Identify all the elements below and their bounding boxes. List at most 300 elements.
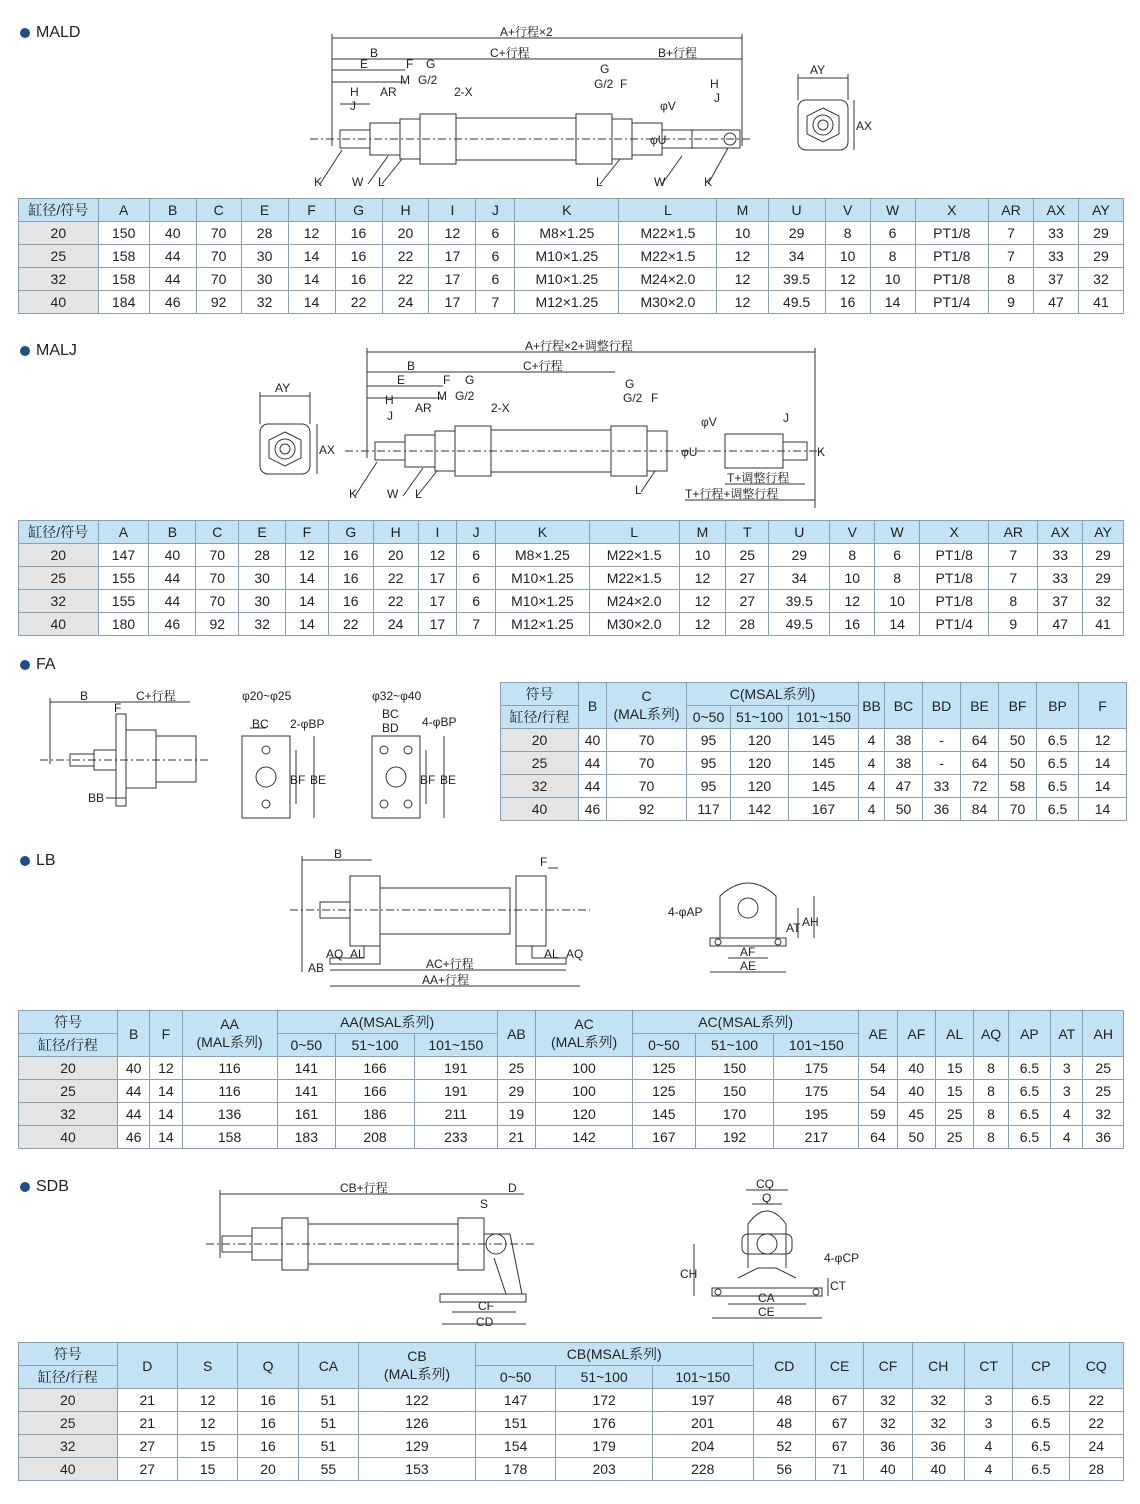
table-header-cell: E	[239, 521, 286, 544]
table-cell: 10	[679, 544, 726, 567]
table-header-cell: H	[382, 199, 429, 222]
table-header-cell: 符号	[19, 1011, 118, 1034]
table-cell: 6.5	[1037, 775, 1079, 798]
table-cell: 150	[695, 1057, 774, 1080]
table-cell: 46	[149, 291, 196, 314]
dim-label: CB+行程	[340, 1181, 388, 1195]
table-cell: 17	[429, 245, 476, 268]
table-cell: 16	[238, 1412, 298, 1435]
table-cell: 147	[475, 1389, 556, 1412]
table-cell: 204	[652, 1435, 753, 1458]
table-cell: M30×2.0	[619, 291, 717, 314]
dim-label: T+调整行程	[727, 471, 790, 485]
table-cell: 125	[633, 1057, 696, 1080]
table-cell: 6	[457, 567, 496, 590]
table-cell: 12	[717, 268, 768, 291]
table-cell: 12	[1079, 729, 1127, 752]
table-row	[19, 544, 1124, 567]
table-header-cell: CE	[815, 1343, 863, 1389]
table-cell: 21	[117, 1389, 177, 1412]
dim-label: A+行程×2+调整行程	[525, 339, 633, 353]
table-cell: 6.5	[1008, 1080, 1050, 1103]
table-cell: 10	[875, 590, 920, 613]
table-cell: 55	[298, 1458, 358, 1481]
table-header-cell: 缸径/行程	[19, 1366, 118, 1389]
table-cell: 32	[19, 1103, 118, 1126]
table-cell: 34	[768, 245, 825, 268]
table-cell: 6.5	[1013, 1435, 1069, 1458]
table-cell: 64	[961, 752, 999, 775]
table-cell: 16	[328, 590, 373, 613]
table-header-cell: AA (MAL系列)	[182, 1011, 277, 1057]
table-cell: 16	[238, 1435, 298, 1458]
table-header-cell: C	[196, 521, 239, 544]
table-cell: 145	[789, 729, 859, 752]
malj-side-drawing	[345, 338, 835, 510]
table-cell: 92	[196, 291, 241, 314]
table-header-cell: 缸径/行程	[501, 706, 579, 729]
table-cell: M24×2.0	[589, 590, 679, 613]
table-row	[19, 291, 1124, 314]
table-cell: 14	[286, 613, 329, 636]
section-title-sdb	[20, 1178, 69, 1196]
table-cell: 44	[149, 590, 196, 613]
table-cell: 12	[286, 544, 329, 567]
section-title-malj	[20, 342, 77, 360]
table-cell: 70	[196, 222, 241, 245]
dim-label: E	[397, 373, 406, 387]
table-cell: 6.5	[1037, 729, 1079, 752]
table-header-cell: F	[288, 199, 335, 222]
table-header-cell: C (MAL系列)	[607, 683, 687, 729]
dim-label: G	[465, 373, 475, 387]
table-cell: 17	[429, 291, 476, 314]
table-cell: 16	[335, 222, 382, 245]
table-cell: 22	[382, 245, 429, 268]
table-cell: 32	[19, 590, 99, 613]
dim-label: AH	[802, 915, 819, 929]
table-cell: 217	[774, 1126, 859, 1149]
table-cell: 14	[288, 291, 335, 314]
table-cell: M8×1.25	[515, 222, 619, 245]
table-cell: 4	[1051, 1126, 1083, 1149]
dim-label: φU	[650, 133, 667, 147]
table-cell: 166	[336, 1057, 415, 1080]
table-header-cell: B	[117, 1011, 149, 1057]
table-cell: 40	[19, 1126, 118, 1149]
table-cell: 3	[1051, 1057, 1083, 1080]
table-cell: 39.5	[768, 268, 825, 291]
dim-label: F	[540, 855, 548, 869]
table-cell: 158	[182, 1126, 277, 1149]
table-cell: M8×1.25	[496, 544, 590, 567]
table-cell: M10×1.25	[515, 268, 619, 291]
table-cell: 228	[652, 1458, 753, 1481]
table-row	[19, 245, 1124, 268]
dim-label: AR	[380, 85, 397, 99]
table-cell: 8	[974, 1126, 1008, 1149]
table-row	[19, 1435, 1124, 1458]
table-cell: 37	[1033, 268, 1078, 291]
dim-label: CT	[830, 1279, 846, 1293]
table-header-cell: 缸径/符号	[19, 199, 99, 222]
table-cell: 155	[98, 590, 149, 613]
table-cell: 22	[335, 291, 382, 314]
table-cell: 40	[579, 729, 607, 752]
dim-label: CH	[680, 1267, 698, 1281]
table-cell: 92	[196, 613, 239, 636]
table-cell: 184	[98, 291, 149, 314]
table-cell: 29	[768, 222, 825, 245]
table-cell: 8	[989, 268, 1034, 291]
table-header-cell: L	[619, 199, 717, 222]
table-header-cell: F	[286, 521, 329, 544]
table-cell: 25	[936, 1126, 974, 1149]
table-header-cell: M	[679, 521, 726, 544]
table-cell: 20	[238, 1458, 298, 1481]
table-header-cell: BF	[999, 683, 1037, 729]
table-cell: 32	[1078, 268, 1123, 291]
table-header-cell: AP	[1008, 1011, 1050, 1057]
dim-label: H	[385, 393, 394, 407]
table-cell: M12×1.25	[515, 291, 619, 314]
table-header-cell: U	[769, 521, 830, 544]
table-cell: 126	[359, 1412, 476, 1435]
table-header-cell: 101~150	[774, 1034, 859, 1057]
table-header-row	[19, 1343, 1124, 1366]
table-cell: 6.5	[1008, 1103, 1050, 1126]
table-cell: 116	[182, 1057, 277, 1080]
table-cell: 154	[475, 1435, 556, 1458]
table-cell: 29	[497, 1080, 535, 1103]
bullet-icon	[20, 28, 30, 38]
table-cell: 16	[328, 567, 373, 590]
table-cell: 9	[989, 613, 1038, 636]
table-header-cell: F	[1079, 683, 1127, 729]
table-cell: 67	[815, 1435, 863, 1458]
table-cell: 120	[731, 775, 789, 798]
lb-end-view	[668, 876, 828, 976]
table-cell: 14	[288, 268, 335, 291]
table-cell: 70	[196, 245, 241, 268]
sdb-spec-table	[18, 1342, 1124, 1481]
table-cell: 14	[286, 567, 329, 590]
table-cell: 120	[731, 752, 789, 775]
table-cell: 150	[695, 1080, 774, 1103]
table-header-row	[19, 1011, 1124, 1034]
dim-label: H	[350, 85, 359, 99]
table-cell: 136	[182, 1103, 277, 1126]
table-cell: 122	[359, 1389, 476, 1412]
table-cell: 15	[177, 1435, 237, 1458]
table-cell: 95	[687, 775, 731, 798]
table-header-cell: 0~50	[475, 1366, 556, 1389]
table-cell: 20	[19, 1057, 118, 1080]
dim-label: G	[426, 57, 436, 71]
table-header-cell: F	[150, 1011, 182, 1057]
table-cell: 32	[1083, 1103, 1124, 1126]
table-cell: 14	[150, 1126, 182, 1149]
table-cell: 4	[859, 729, 885, 752]
table-header-cell: V	[830, 521, 875, 544]
table-row	[19, 590, 1124, 613]
table-header-cell: G	[335, 199, 382, 222]
dim-label: 4-φCP	[824, 1251, 860, 1265]
table-cell: 141	[277, 1080, 336, 1103]
table-cell: 52	[753, 1435, 815, 1458]
table-cell: 24	[382, 291, 429, 314]
table-header-cell: S	[177, 1343, 237, 1389]
table-header-cell: BD	[923, 683, 961, 729]
table-cell: 34	[769, 567, 830, 590]
table-cell: 6.5	[1013, 1458, 1069, 1481]
table-cell: 211	[414, 1103, 497, 1126]
table-header-cell: AB	[497, 1011, 535, 1057]
table-cell: 208	[336, 1126, 415, 1149]
dim-label: AQ	[326, 947, 344, 961]
table-cell: 70	[196, 590, 239, 613]
dim-label: G	[625, 377, 635, 391]
fa-flange-small	[236, 684, 346, 820]
table-cell: 147	[98, 544, 149, 567]
table-header-cell: 缸径/符号	[19, 521, 99, 544]
table-cell: 45	[897, 1103, 935, 1126]
table-cell: 44	[149, 268, 196, 291]
table-cell: 8	[830, 544, 875, 567]
table-header-cell: 符号	[501, 683, 579, 706]
table-cell: 129	[359, 1435, 476, 1458]
table-header-cell: G	[328, 521, 373, 544]
table-cell: 22	[328, 613, 373, 636]
table-row	[19, 1126, 1124, 1149]
table-header-cell: V	[825, 199, 870, 222]
section-title-text: LB	[36, 852, 56, 869]
table-cell: 10	[825, 245, 870, 268]
dim-label: CA	[758, 1291, 775, 1305]
table-cell: 192	[695, 1126, 774, 1149]
table-header-cell: 0~50	[633, 1034, 696, 1057]
table-cell: 44	[579, 775, 607, 798]
table-cell: 145	[789, 775, 859, 798]
table-cell: 40	[149, 222, 196, 245]
table-cell: 46	[117, 1126, 149, 1149]
table-cell: 29	[1078, 222, 1123, 245]
table-header-cell: I	[429, 199, 476, 222]
dim-label: AQ	[566, 947, 584, 961]
table-header-cell: C	[196, 199, 241, 222]
table-cell: 27	[117, 1435, 177, 1458]
section-title-text: FA	[36, 656, 56, 673]
sdb-end-view	[678, 1178, 878, 1330]
table-cell: 117	[687, 798, 731, 821]
table-cell: 10	[830, 567, 875, 590]
dim-label: K	[349, 487, 358, 501]
table-cell: 12	[429, 222, 476, 245]
table-cell: 233	[414, 1126, 497, 1149]
table-header-cell: AY	[1078, 199, 1123, 222]
table-header-cell: AC(MSAL系列)	[633, 1011, 859, 1034]
table-header-cell: B	[579, 683, 607, 729]
dim-label: C+行程	[523, 359, 563, 373]
table-cell: 12	[679, 567, 726, 590]
table-cell: 44	[149, 567, 196, 590]
table-header-cell: K	[515, 199, 619, 222]
table-header-cell: H	[373, 521, 418, 544]
table-cell: -	[923, 729, 961, 752]
table-cell: 70	[607, 775, 687, 798]
table-cell: 176	[556, 1412, 653, 1435]
table-cell: 151	[475, 1412, 556, 1435]
table-cell: 29	[1078, 245, 1123, 268]
table-cell: 153	[359, 1458, 476, 1481]
malj-spec-table	[18, 520, 1124, 636]
table-cell: 29	[769, 544, 830, 567]
fa-flange-large	[366, 684, 476, 820]
dim-label: 4-φBP	[422, 715, 457, 729]
table-cell: 46	[579, 798, 607, 821]
table-row	[19, 1057, 1124, 1080]
table-header-cell: Q	[238, 1343, 298, 1389]
table-cell: 178	[475, 1458, 556, 1481]
table-header-cell: 51~100	[336, 1034, 415, 1057]
table-cell: 25	[1083, 1057, 1124, 1080]
table-cell: 41	[1083, 613, 1124, 636]
dim-label: 2-φBP	[290, 717, 325, 731]
table-cell: 158	[98, 245, 149, 268]
table-cell: 17	[429, 268, 476, 291]
dim-label: G/2	[418, 73, 438, 87]
table-header-row	[501, 683, 1127, 706]
table-cell: 195	[774, 1103, 859, 1126]
table-cell: 14	[150, 1080, 182, 1103]
table-cell: 12	[177, 1412, 237, 1435]
dim-label: B	[334, 847, 343, 861]
table-cell: 3	[964, 1412, 1012, 1435]
table-cell: 40	[501, 798, 579, 821]
table-cell: M22×1.5	[589, 544, 679, 567]
table-cell: 6.5	[1037, 752, 1079, 775]
table-cell: 9	[989, 291, 1034, 314]
mald-spec-table	[18, 198, 1124, 314]
table-cell: 47	[885, 775, 923, 798]
table-cell: 29	[1083, 544, 1124, 567]
dim-label: BB	[88, 791, 105, 805]
table-cell: 17	[418, 613, 457, 636]
table-cell: 161	[277, 1103, 336, 1126]
table-cell: 191	[414, 1080, 497, 1103]
dim-label: CE	[758, 1305, 775, 1319]
table-cell: 142	[731, 798, 789, 821]
section-title-text: SDB	[36, 1178, 69, 1195]
table-cell: 22	[382, 268, 429, 291]
table-cell: 3	[1051, 1080, 1083, 1103]
table-row	[19, 1458, 1124, 1481]
table-header-cell: BP	[1037, 683, 1079, 729]
table-cell: 14	[870, 291, 915, 314]
table-cell: 50	[999, 752, 1037, 775]
dim-label: B+行程	[658, 46, 698, 60]
table-cell: 15	[936, 1080, 974, 1103]
table-cell: 125	[633, 1080, 696, 1103]
table-cell: 20	[382, 222, 429, 245]
table-cell: 7	[989, 567, 1038, 590]
dim-label: AT	[786, 921, 801, 935]
table-header-cell: AH	[1083, 1011, 1124, 1057]
table-cell: 150	[98, 222, 149, 245]
table-cell: 40	[897, 1080, 935, 1103]
section-title-text: MALD	[36, 24, 81, 41]
table-cell: 4	[859, 752, 885, 775]
dim-label: AL	[350, 947, 365, 961]
table-cell: 50	[885, 798, 923, 821]
dim-label: AE	[740, 959, 757, 973]
dim-label: T+行程+调整行程	[685, 487, 779, 501]
table-cell: PT1/4	[915, 291, 989, 314]
table-cell: 25	[1083, 1080, 1124, 1103]
table-cell: 167	[633, 1126, 696, 1149]
dim-label: CD	[476, 1315, 494, 1329]
table-cell: PT1/8	[920, 590, 989, 613]
dim-label: K	[704, 175, 713, 189]
dim-label: L	[635, 483, 642, 497]
dim-label: φV	[660, 99, 676, 113]
table-cell: 20	[19, 1389, 118, 1412]
table-cell: 14	[288, 245, 335, 268]
table-cell: 50	[897, 1126, 935, 1149]
mald-side-drawing	[310, 26, 760, 196]
dim-label: 2-X	[491, 401, 510, 415]
table-cell: 158	[98, 268, 149, 291]
table-cell: 25	[501, 752, 579, 775]
table-cell: 4	[859, 775, 885, 798]
table-header-cell: B	[149, 199, 196, 222]
table-header-cell: CF	[864, 1343, 912, 1389]
dim-label: J	[387, 409, 393, 423]
dim-label: AX	[856, 119, 873, 133]
table-row	[19, 1412, 1124, 1435]
table-cell: 50	[999, 729, 1037, 752]
table-cell: 12	[288, 222, 335, 245]
dim-label: G	[600, 62, 610, 76]
table-cell: 28	[726, 613, 769, 636]
table-cell: 12	[830, 590, 875, 613]
table-cell: 6.5	[1008, 1126, 1050, 1149]
table-cell: 6	[476, 222, 515, 245]
table-cell: 203	[556, 1458, 653, 1481]
table-cell: 46	[149, 613, 196, 636]
table-cell: 16	[335, 268, 382, 291]
table-cell: 70	[607, 752, 687, 775]
table-header-cell: AL	[936, 1011, 974, 1057]
table-cell: 27	[726, 567, 769, 590]
table-cell: 6	[457, 590, 496, 613]
table-cell: 44	[117, 1103, 149, 1126]
table-header-cell: C(MSAL系列)	[687, 683, 859, 706]
table-cell: 145	[633, 1103, 696, 1126]
dim-label: G/2	[623, 391, 643, 405]
table-cell: 6	[875, 544, 920, 567]
table-cell: 6	[870, 222, 915, 245]
table-header-cell: CD	[753, 1343, 815, 1389]
table-header-cell: CA	[298, 1343, 358, 1389]
table-header-cell: J	[476, 199, 515, 222]
table-cell: M22×1.5	[619, 222, 717, 245]
table-cell: 20	[19, 222, 99, 245]
table-cell: 14	[1079, 752, 1127, 775]
table-cell: 3	[964, 1389, 1012, 1412]
table-cell: 39.5	[769, 590, 830, 613]
table-cell: 6	[476, 245, 515, 268]
